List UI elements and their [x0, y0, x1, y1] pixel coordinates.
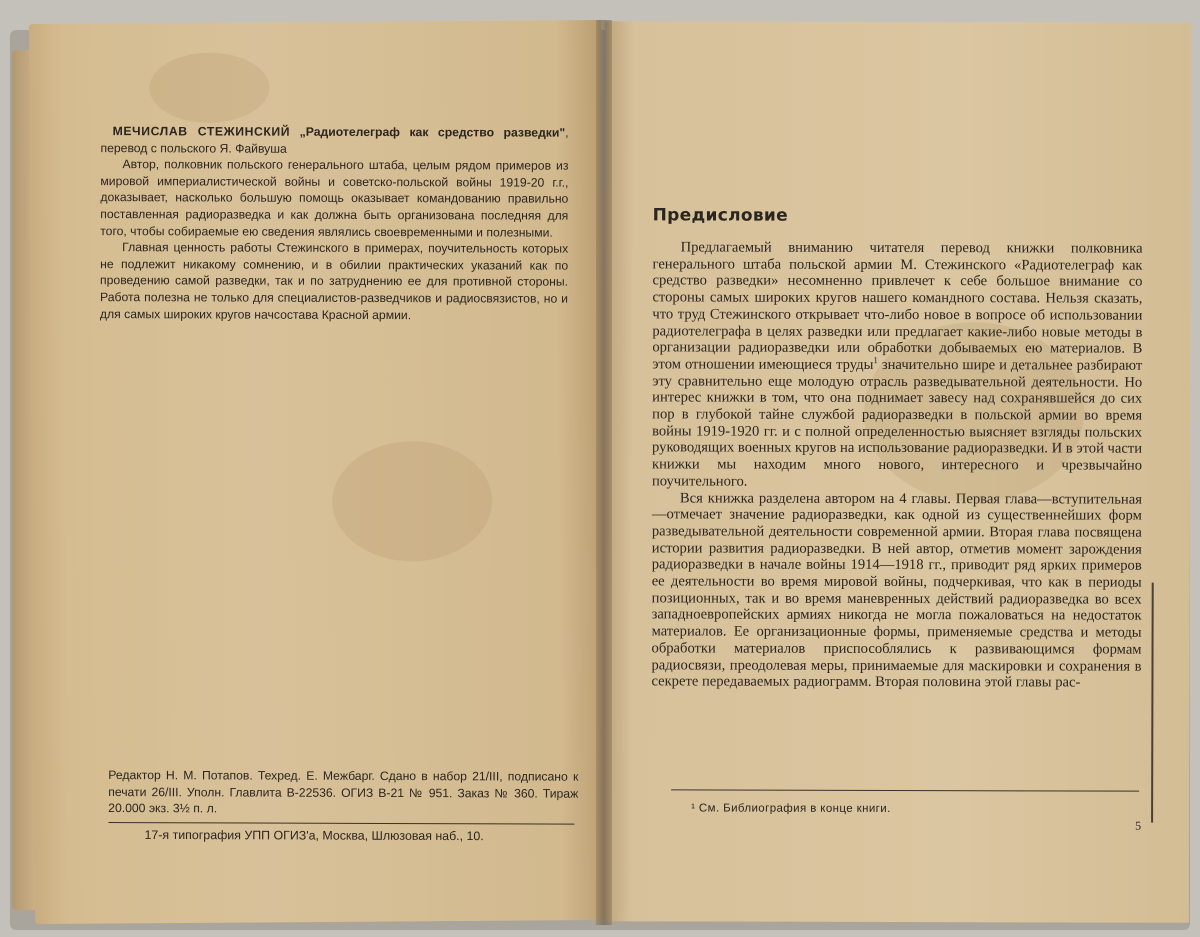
margin-pencil-mark [1151, 583, 1154, 823]
paper-stain [332, 441, 493, 562]
imprint-divider [108, 822, 574, 825]
footnote: ¹ См. Библиография в конце книги. [691, 802, 891, 815]
left-page [29, 20, 607, 924]
preface-paragraph: Вся книжка разделена автором на 4 главы. Первая глава—вступительная—отмечает значение радиоразведки, как одной из существеннейших форм разведывательной деятельности современной армии. Вторая глава посвящена истории развития радиоразведки. В ней автор, отметив момент зарождения радиоразведки в начале войны 1914—1918 гг., приводит ряд ярких примеров ее деятельности во время мировой войны, подчеркивая, что как в периоды позиционных, так и во время маневренных действий радиоразведка во всех западноевропейских армиях никогда не могла пожаловаться на недостаток материалов. Ее организационные формы, применяемые средства и методы обработки материалов приспособлялись к развивающимся формам радиосвязи, преодолевая меры, принимаемые для маскировки и сохранения в секрете передаваемых радиограмм. Вторая половина этой главы рас- [651, 489, 1142, 691]
preface-text: Предлагаемый вниманию читателя перевод книжки полковника генерального штаба польской армии М. Стежинского «Радиотелеграф как средство разведки» несомненно привлечет к себе большое внимание со стороны самых широких кругов нашего командного состава. Нельзя сказать, что труд Стежинского открывает что-либо новое в вопросе об использовании радиотелеграфа в целях разведки или предлагает какие-либо новые методы в организации радиоразведки или обработки добываемых ею материалов. В этом отношении имеющиеся труды [652, 239, 1143, 373]
preface-paragraph [652, 239, 1143, 491]
page-heading: Предисловие [652, 205, 788, 226]
author-name: МЕЧИСЛАВ СТЕЖИНСКИЙ [112, 124, 291, 139]
annotation-paragraph: Главная ценность работы Стежинского в примерах, поучительность которых не подлежит никакому сомнению, и в обилии практических указаний как по проведению самой разведки, так и по затруднению ее для противной стороны. Работа полезна не только для специалистов-разведчиков и радиосвязистов, но и для самых широких кругов начсостава Красной армии. [99, 240, 569, 322]
translation-note: , перевод с польского Я. Файвуша [100, 125, 569, 156]
footnote-reference: 1 [873, 355, 878, 366]
printer-info: 17-я типография УПП ОГИЗ'а, Москва, Шлюзовая наб., 10. [144, 827, 484, 844]
page-number: 5 [1135, 818, 1142, 833]
book-gutter [596, 20, 612, 925]
preface-text: значительно шире и детальнее разбирают эту сравнительно еще молодую отрасль разведывательной деятельности. Но интерес книжки в том, что она поднимает завесу над сохранявшейся до сих пор в глубокой тайне службой радиоразведки в польской армии во время войны 1919-1920 гг. и с полной определенностью выясняет взгляды польских руководящих военных кругов на использование радиоразведки. И в этой части книжки мы находим много нового, интересного и чрезвычайно поучительного. [651, 356, 1143, 490]
annotation-paragraph: Автор, полковник польского генерального штаба, целым рядом примеров из мировой империалистической войны и советско-польской войны 1919-20 г.г., доказывает, насколько большую помощь оказывает командованию правильно поставленная радиоразведка и как должна быть организована последняя для того, чтобы собираемые ею сведения являлись своевременными и полезными. [100, 157, 569, 240]
preface-body [651, 239, 1142, 691]
book-title: „Радиотелеграф как средство разведки" [299, 124, 566, 140]
annotation-heading [100, 123, 568, 158]
footnote-divider [671, 789, 1139, 791]
publication-imprint: Редактор Н. М. Потапов. Техред. Е. Межбарг. Сдано в набор 21/III, подписано к печати 26/III. Уполн. Главлита В-22536. ОГИЗ В-21 № 951. Заказ № 360. Тираж 20.000 экз. 3½ п. л. [108, 768, 579, 816]
book-annotation [100, 123, 569, 324]
paper-stain [149, 52, 269, 123]
right-page [603, 21, 1191, 923]
